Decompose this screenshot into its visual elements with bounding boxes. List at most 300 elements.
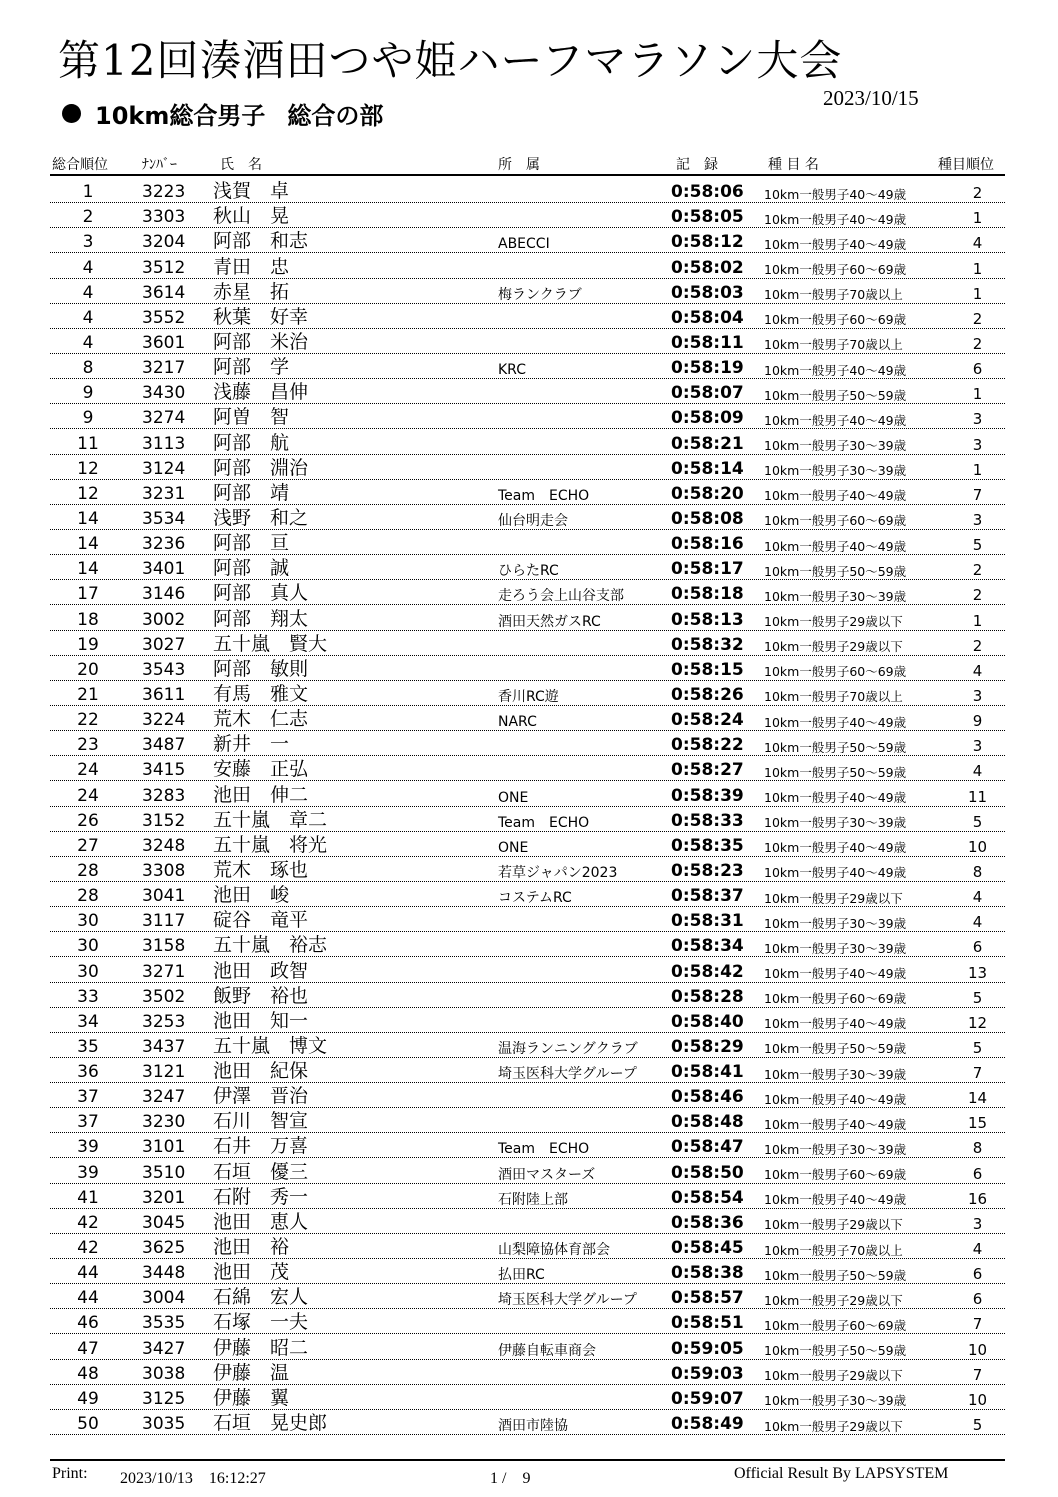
table-row	[50, 731, 1005, 756]
club-name: 埼玉医科大学グループ	[498, 1292, 637, 1309]
bib-number: 3038	[142, 1363, 186, 1384]
category-name: 10km一般男子40～49歳	[764, 1091, 907, 1107]
rank-cell: 30	[77, 936, 99, 957]
table-row	[50, 1008, 1005, 1033]
rank-cell: 8	[82, 358, 94, 379]
rank-cell: 49	[77, 1388, 99, 1409]
bib-number: 3204	[142, 232, 186, 253]
category-rank: 5	[972, 536, 983, 555]
table-row	[50, 580, 1005, 605]
bib-number: 3510	[142, 1162, 186, 1183]
category-name: 10km一般男子30～39歳	[764, 1393, 907, 1409]
finish-time: 0:59:07	[671, 1388, 744, 1409]
rank-cell: 19	[77, 634, 99, 655]
bib-number: 3625	[142, 1238, 186, 1259]
bib-number: 3535	[142, 1313, 186, 1334]
category-name: 10km一般男子29歳以下	[764, 890, 903, 906]
rank-cell: 22	[77, 710, 99, 731]
bib-number: 3427	[142, 1338, 186, 1359]
club-name: 酒田市陸協	[498, 1418, 568, 1435]
category-name: 10km一般男子60～69歳	[764, 312, 907, 328]
bib-number: 3502	[142, 986, 186, 1007]
category-rank: 7	[972, 485, 983, 504]
rank-cell: 41	[77, 1187, 99, 1208]
category-rank: 4	[972, 1240, 983, 1259]
category-rank: 11	[967, 787, 988, 806]
category-name: 10km一般男子40～49歳	[764, 865, 907, 881]
club-name: KRC	[498, 362, 526, 379]
rank-cell: 9	[82, 408, 94, 429]
runner-name: 有馬 雅文	[213, 682, 309, 705]
rank-cell: 24	[77, 760, 99, 781]
finish-time: 0:58:31	[671, 911, 744, 932]
category-name: 10km一般男子70歳以上	[764, 337, 903, 353]
category-name: 10km一般男子30～39歳	[764, 815, 907, 831]
bib-number: 3448	[142, 1263, 186, 1284]
category-name: 10km一般男子30～39歳	[764, 588, 907, 604]
finish-time: 0:59:03	[671, 1363, 744, 1384]
rank-cell: 11	[77, 433, 99, 454]
bib-number: 3236	[142, 534, 186, 555]
table-row	[50, 1158, 1005, 1183]
finish-time: 0:58:46	[671, 1087, 744, 1108]
table-row	[50, 354, 1005, 379]
rank-cell: 12	[77, 483, 99, 504]
table-row	[50, 857, 1005, 882]
category-name: 10km一般男子30～39歳	[764, 438, 907, 454]
runner-name: 阿部 敏則	[213, 657, 309, 680]
rank-cell: 14	[77, 559, 99, 580]
category-name: 10km一般男子30～39歳	[764, 940, 907, 956]
rank-cell: 42	[77, 1212, 99, 1233]
rank-cell: 4	[82, 332, 94, 353]
runner-name: 阿部 航	[213, 431, 290, 454]
finish-time: 0:58:14	[671, 458, 744, 479]
runner-name: 石川 智宣	[213, 1110, 309, 1133]
rank-cell: 39	[77, 1137, 99, 1158]
runner-name: 阿部 翔太	[213, 607, 309, 630]
rank-cell: 37	[77, 1087, 99, 1108]
table-row	[50, 505, 1005, 530]
category-name: 10km一般男子40～49歳	[764, 412, 907, 428]
runner-name: 新井 一	[213, 733, 290, 756]
category-rank: 2	[972, 586, 983, 605]
category-name: 10km一般男子70歳以上	[764, 287, 903, 303]
bib-number: 3045	[142, 1212, 186, 1233]
club-name: 酒田天然ガスRC	[498, 613, 601, 630]
category-rank: 1	[972, 611, 983, 630]
category-rank: 1	[972, 460, 983, 479]
runner-name: 浅賀 卓	[213, 180, 290, 203]
rank-cell: 42	[77, 1238, 99, 1259]
category-name: 10km一般男子40～49歳	[764, 966, 907, 981]
rank-cell: 3	[82, 232, 94, 253]
runner-name: 石塚 一夫	[213, 1311, 309, 1334]
finish-time: 0:58:15	[671, 659, 744, 680]
category-rank: 2	[972, 309, 983, 328]
category-name: 10km一般男子40～49歳	[764, 840, 907, 856]
finish-time: 0:58:45	[671, 1238, 744, 1259]
header-rank: 総合順位	[52, 157, 108, 173]
bib-number: 3401	[142, 559, 186, 580]
finish-time: 0:58:09	[671, 408, 744, 429]
finish-time: 0:58:48	[671, 1112, 744, 1133]
rank-cell: 18	[77, 609, 99, 630]
table-row	[50, 279, 1005, 304]
runner-name: 青田 忠	[213, 255, 290, 278]
category-name: 10km一般男子40～49歳	[764, 488, 907, 504]
category-rank: 5	[972, 812, 983, 831]
club-name: NARC	[498, 714, 537, 731]
club-name: 石附陸上部	[498, 1191, 568, 1208]
category-rank: 3	[972, 737, 983, 756]
bib-number: 3614	[142, 282, 186, 303]
bib-number: 3552	[142, 307, 186, 328]
header-name: 氏 名	[220, 157, 262, 173]
table-row	[50, 404, 1005, 429]
table-row	[50, 681, 1005, 706]
bib-number: 3224	[142, 710, 186, 731]
runner-name: 安藤 正弘	[213, 758, 309, 781]
runner-name: 赤星 拓	[213, 280, 290, 303]
category-rank: 6	[972, 1164, 983, 1183]
runner-name: 伊藤 昭二	[213, 1336, 309, 1359]
runner-name: 阿部 誠	[213, 557, 290, 580]
rank-cell: 28	[77, 860, 99, 881]
category-name: 10km一般男子60～69歳	[764, 513, 907, 529]
category-rank: 3	[972, 435, 983, 454]
club-name: 温海ランニングクラブ	[498, 1040, 638, 1057]
table-row	[50, 907, 1005, 932]
runner-name: 池田 恵人	[213, 1210, 309, 1233]
results-table	[50, 178, 1005, 1435]
rank-cell: 50	[77, 1414, 99, 1435]
runner-name: 秋山 晃	[213, 205, 290, 228]
category-rank: 10	[967, 1390, 988, 1409]
runner-name: 池田 知一	[213, 1009, 309, 1032]
table-row	[50, 555, 1005, 580]
finish-time: 0:58:33	[671, 810, 744, 831]
rank-cell: 47	[77, 1338, 99, 1359]
header-category: 種 目 名	[768, 157, 819, 173]
bib-number: 3534	[142, 508, 186, 529]
bib-number: 3274	[142, 408, 186, 429]
finish-time: 0:58:12	[671, 232, 744, 253]
rank-cell: 24	[77, 785, 99, 806]
club-name: 仙台明走会	[498, 512, 568, 529]
bib-number: 3146	[142, 584, 186, 605]
club-name: ひらたRC	[498, 563, 559, 580]
table-row	[50, 253, 1005, 278]
category-rank: 10	[967, 1340, 988, 1359]
runner-name: 荒木 仁志	[213, 708, 309, 731]
table-row	[50, 1309, 1005, 1334]
category-rank: 6	[972, 360, 983, 379]
runner-name: 阿部 和志	[213, 230, 309, 253]
category-rank: 4	[972, 913, 983, 932]
section-name: 総合の部	[287, 102, 384, 130]
club-name: 走ろう会上山谷支部	[498, 588, 624, 605]
table-row	[50, 605, 1005, 630]
finish-time: 0:58:18	[671, 584, 744, 605]
runner-name: 阿曽 智	[213, 406, 290, 429]
finish-time: 0:58:35	[671, 835, 744, 856]
rank-cell: 28	[77, 886, 99, 907]
runner-name: 池田 裕	[213, 1236, 290, 1259]
table-row	[50, 656, 1005, 681]
table-row	[50, 832, 1005, 857]
runner-name: 伊藤 翼	[213, 1386, 290, 1409]
rank-cell: 17	[77, 584, 99, 605]
finish-time: 0:58:02	[671, 257, 744, 278]
event-date: 2023/10/15	[823, 86, 919, 110]
rank-cell: 34	[77, 1011, 99, 1032]
category-name: 10km一般男子29歳以下	[764, 1217, 903, 1233]
category-rank: 9	[972, 712, 983, 731]
club-name: 香川RC遊	[498, 688, 559, 705]
category-rank: 6	[972, 1290, 983, 1309]
rank-cell: 21	[77, 684, 99, 705]
category-rank: 4	[972, 661, 983, 680]
rank-cell: 35	[77, 1036, 99, 1057]
table-row	[50, 1259, 1005, 1284]
rank-cell: 30	[77, 961, 99, 982]
runner-name: 五十嵐 博文	[213, 1034, 328, 1057]
category-name: 10km一般男子40～49歳	[764, 1016, 907, 1032]
category-name: 10km一般男子70歳以上	[764, 689, 903, 705]
table-row	[50, 455, 1005, 480]
runner-name: 池田 紀保	[213, 1060, 309, 1083]
category-rank: 10	[967, 837, 988, 856]
rank-cell: 23	[77, 735, 99, 756]
table-row	[50, 1108, 1005, 1133]
table-row	[50, 631, 1005, 656]
category-rank: 16	[967, 1189, 988, 1208]
finish-time: 0:58:38	[671, 1263, 744, 1284]
finish-time: 0:58:03	[671, 282, 744, 303]
rank-cell: 36	[77, 1062, 99, 1083]
header-club: 所 属	[498, 157, 540, 173]
finish-time: 0:58:37	[671, 886, 744, 907]
table-row	[50, 1234, 1005, 1259]
category-name: 10km一般男子29歳以下	[764, 1368, 903, 1384]
table-row	[50, 1033, 1005, 1058]
category-name: 10km一般男子30～39歳	[764, 1141, 907, 1157]
finish-time: 0:58:16	[671, 534, 744, 555]
table-row	[50, 1385, 1005, 1410]
bib-number: 3027	[142, 634, 186, 655]
bib-number: 3430	[142, 383, 186, 404]
table-row	[50, 1133, 1005, 1158]
runner-name: 碇谷 竜平	[213, 909, 309, 932]
rank-cell: 33	[77, 986, 99, 1007]
bib-number: 3247	[142, 1087, 186, 1108]
category-name: 10km一般男子40～49歳	[764, 236, 907, 252]
runner-name: 石井 万喜	[213, 1135, 309, 1158]
category-rank: 12	[967, 1013, 988, 1032]
rank-cell: 46	[77, 1313, 99, 1334]
table-row	[50, 1058, 1005, 1083]
runner-name: 阿部 真人	[213, 582, 309, 605]
finish-time: 0:58:34	[671, 936, 744, 957]
club-name: 若草ジャパン2023	[498, 864, 618, 881]
bib-number: 3158	[142, 936, 186, 957]
bib-number: 3101	[142, 1137, 186, 1158]
bib-number: 3217	[142, 358, 186, 379]
category-rank: 1	[972, 385, 983, 404]
page-title: 第12回湊酒田つや姫ハーフマラソン大会	[58, 36, 843, 85]
rank-cell: 20	[77, 659, 99, 680]
table-row	[50, 781, 1005, 806]
finish-time: 0:58:51	[671, 1313, 744, 1334]
club-name: 埼玉医科大学グループ	[498, 1066, 637, 1083]
finish-time: 0:58:22	[671, 735, 744, 756]
category-name: 10km一般男子30～39歳	[764, 915, 907, 931]
category-rank: 7	[972, 1315, 983, 1334]
rank-cell: 14	[77, 534, 99, 555]
runner-name: 池田 峻	[213, 884, 290, 907]
bib-number: 3303	[142, 207, 186, 228]
header-category-rank: 種目順位	[938, 157, 994, 173]
category-rank: 2	[972, 334, 983, 353]
finish-time: 0:58:39	[671, 785, 744, 806]
category-rank: 6	[972, 1265, 983, 1284]
table-row	[50, 429, 1005, 454]
event-name: 10km総合男子	[95, 102, 266, 130]
club-name: 酒田マスターズ	[498, 1166, 596, 1183]
table-row	[50, 530, 1005, 555]
club-name: ABECCI	[498, 236, 550, 253]
bib-number: 3253	[142, 1011, 186, 1032]
bib-number: 3201	[142, 1187, 186, 1208]
table-row	[50, 203, 1005, 228]
category-rank: 7	[972, 1064, 983, 1083]
table-row	[50, 932, 1005, 957]
category-rank: 6	[972, 938, 983, 957]
finish-time: 0:58:21	[671, 433, 744, 454]
bib-number: 3113	[142, 433, 186, 454]
rank-cell: 48	[77, 1363, 99, 1384]
rank-cell: 44	[77, 1288, 99, 1309]
bib-number: 3415	[142, 760, 186, 781]
category-name: 10km一般男子50～59歳	[764, 1267, 907, 1283]
category-rank: 4	[972, 762, 983, 781]
category-rank: 7	[972, 1365, 983, 1384]
category-rank: 5	[972, 1416, 983, 1435]
bib-number: 3117	[142, 911, 186, 932]
category-rank: 4	[972, 888, 983, 907]
table-row	[50, 807, 1005, 832]
category-rank: 13	[967, 963, 988, 982]
rank-cell: 30	[77, 911, 99, 932]
finish-time: 0:58:50	[671, 1162, 744, 1183]
rank-cell: 12	[77, 458, 99, 479]
table-row	[50, 1184, 1005, 1209]
finish-time: 0:58:40	[671, 1011, 744, 1032]
category-rank: 3	[972, 1214, 983, 1233]
runner-name: 荒木 琢也	[213, 858, 309, 881]
rank-cell: 14	[77, 508, 99, 529]
bib-number: 3152	[142, 810, 186, 831]
table-row	[50, 304, 1005, 329]
finish-time: 0:58:27	[671, 760, 744, 781]
table-row	[50, 983, 1005, 1008]
runner-name: 飯野 裕也	[213, 984, 309, 1007]
category-rank: 1	[972, 209, 983, 228]
bib-number: 3437	[142, 1036, 186, 1057]
finish-time: 0:58:26	[671, 684, 744, 705]
category-name: 10km一般男子40～49歳	[764, 1192, 907, 1208]
category-name: 10km一般男子40～49歳	[764, 211, 907, 227]
header-bib: ﾅﾝﾊﾞｰ	[142, 157, 177, 173]
runner-name: 石附 秀一	[213, 1185, 309, 1208]
category-rank: 3	[972, 410, 983, 429]
runner-name: 浅藤 昌伸	[213, 381, 309, 404]
table-row	[50, 756, 1005, 781]
runner-name: 石垣 優三	[213, 1160, 309, 1183]
table-row	[50, 480, 1005, 505]
category-rank: 4	[972, 234, 983, 253]
finish-time: 0:58:28	[671, 986, 744, 1007]
bib-number: 3487	[142, 735, 186, 756]
table-row	[50, 706, 1005, 731]
rank-cell: 1	[82, 182, 94, 203]
rank-cell: 9	[82, 383, 94, 404]
finish-time: 0:58:08	[671, 508, 744, 529]
category-rank: 3	[972, 686, 983, 705]
category-name: 10km一般男子40～49歳	[764, 790, 907, 806]
bib-number: 3121	[142, 1062, 186, 1083]
runner-name: 阿部 亘	[213, 532, 290, 555]
bib-number: 3248	[142, 835, 186, 856]
table-row	[50, 957, 1005, 982]
runner-name: 石垣 晃史郎	[213, 1412, 328, 1435]
club-name: Team ECHO	[498, 487, 590, 504]
category-name: 10km一般男子60～69歳	[764, 262, 907, 278]
finish-time: 0:58:06	[671, 182, 744, 203]
finish-time: 0:58:07	[671, 383, 744, 404]
bib-number: 3601	[142, 332, 186, 353]
finish-time: 0:58:04	[671, 307, 744, 328]
bib-number: 3223	[142, 182, 186, 203]
rank-cell: 4	[82, 257, 94, 278]
category-rank: 1	[972, 259, 983, 278]
page-footer	[50, 1459, 1005, 1487]
category-name: 10km一般男子50～59歳	[764, 387, 907, 403]
category-rank: 1	[972, 284, 983, 303]
finish-time: 0:58:24	[671, 710, 744, 731]
category-name: 10km一般男子30～39歳	[764, 1066, 907, 1082]
club-name: 払田RC	[498, 1267, 545, 1284]
category-rank: 2	[972, 636, 983, 655]
category-rank: 8	[972, 862, 983, 881]
category-name: 10km一般男子60～69歳	[764, 1167, 907, 1183]
category-name: 10km一般男子50～59歳	[764, 1343, 907, 1359]
finish-time: 0:58:05	[671, 207, 744, 228]
table-row	[50, 1083, 1005, 1108]
bib-number: 3004	[142, 1288, 186, 1309]
runner-name: 五十嵐 将光	[213, 833, 328, 856]
print-label: Print:	[52, 1465, 88, 1482]
club-name: 梅ランクラブ	[498, 286, 582, 303]
category-name: 10km一般男子29歳以下	[764, 639, 903, 655]
category-name: 10km一般男子60～69歳	[764, 664, 907, 680]
category-name: 10km一般男子50～59歳	[764, 563, 907, 579]
club-name: Team ECHO	[498, 814, 590, 831]
finish-time: 0:58:36	[671, 1212, 744, 1233]
runner-name: 五十嵐 章二	[213, 808, 328, 831]
category-rank: 15	[967, 1114, 988, 1133]
